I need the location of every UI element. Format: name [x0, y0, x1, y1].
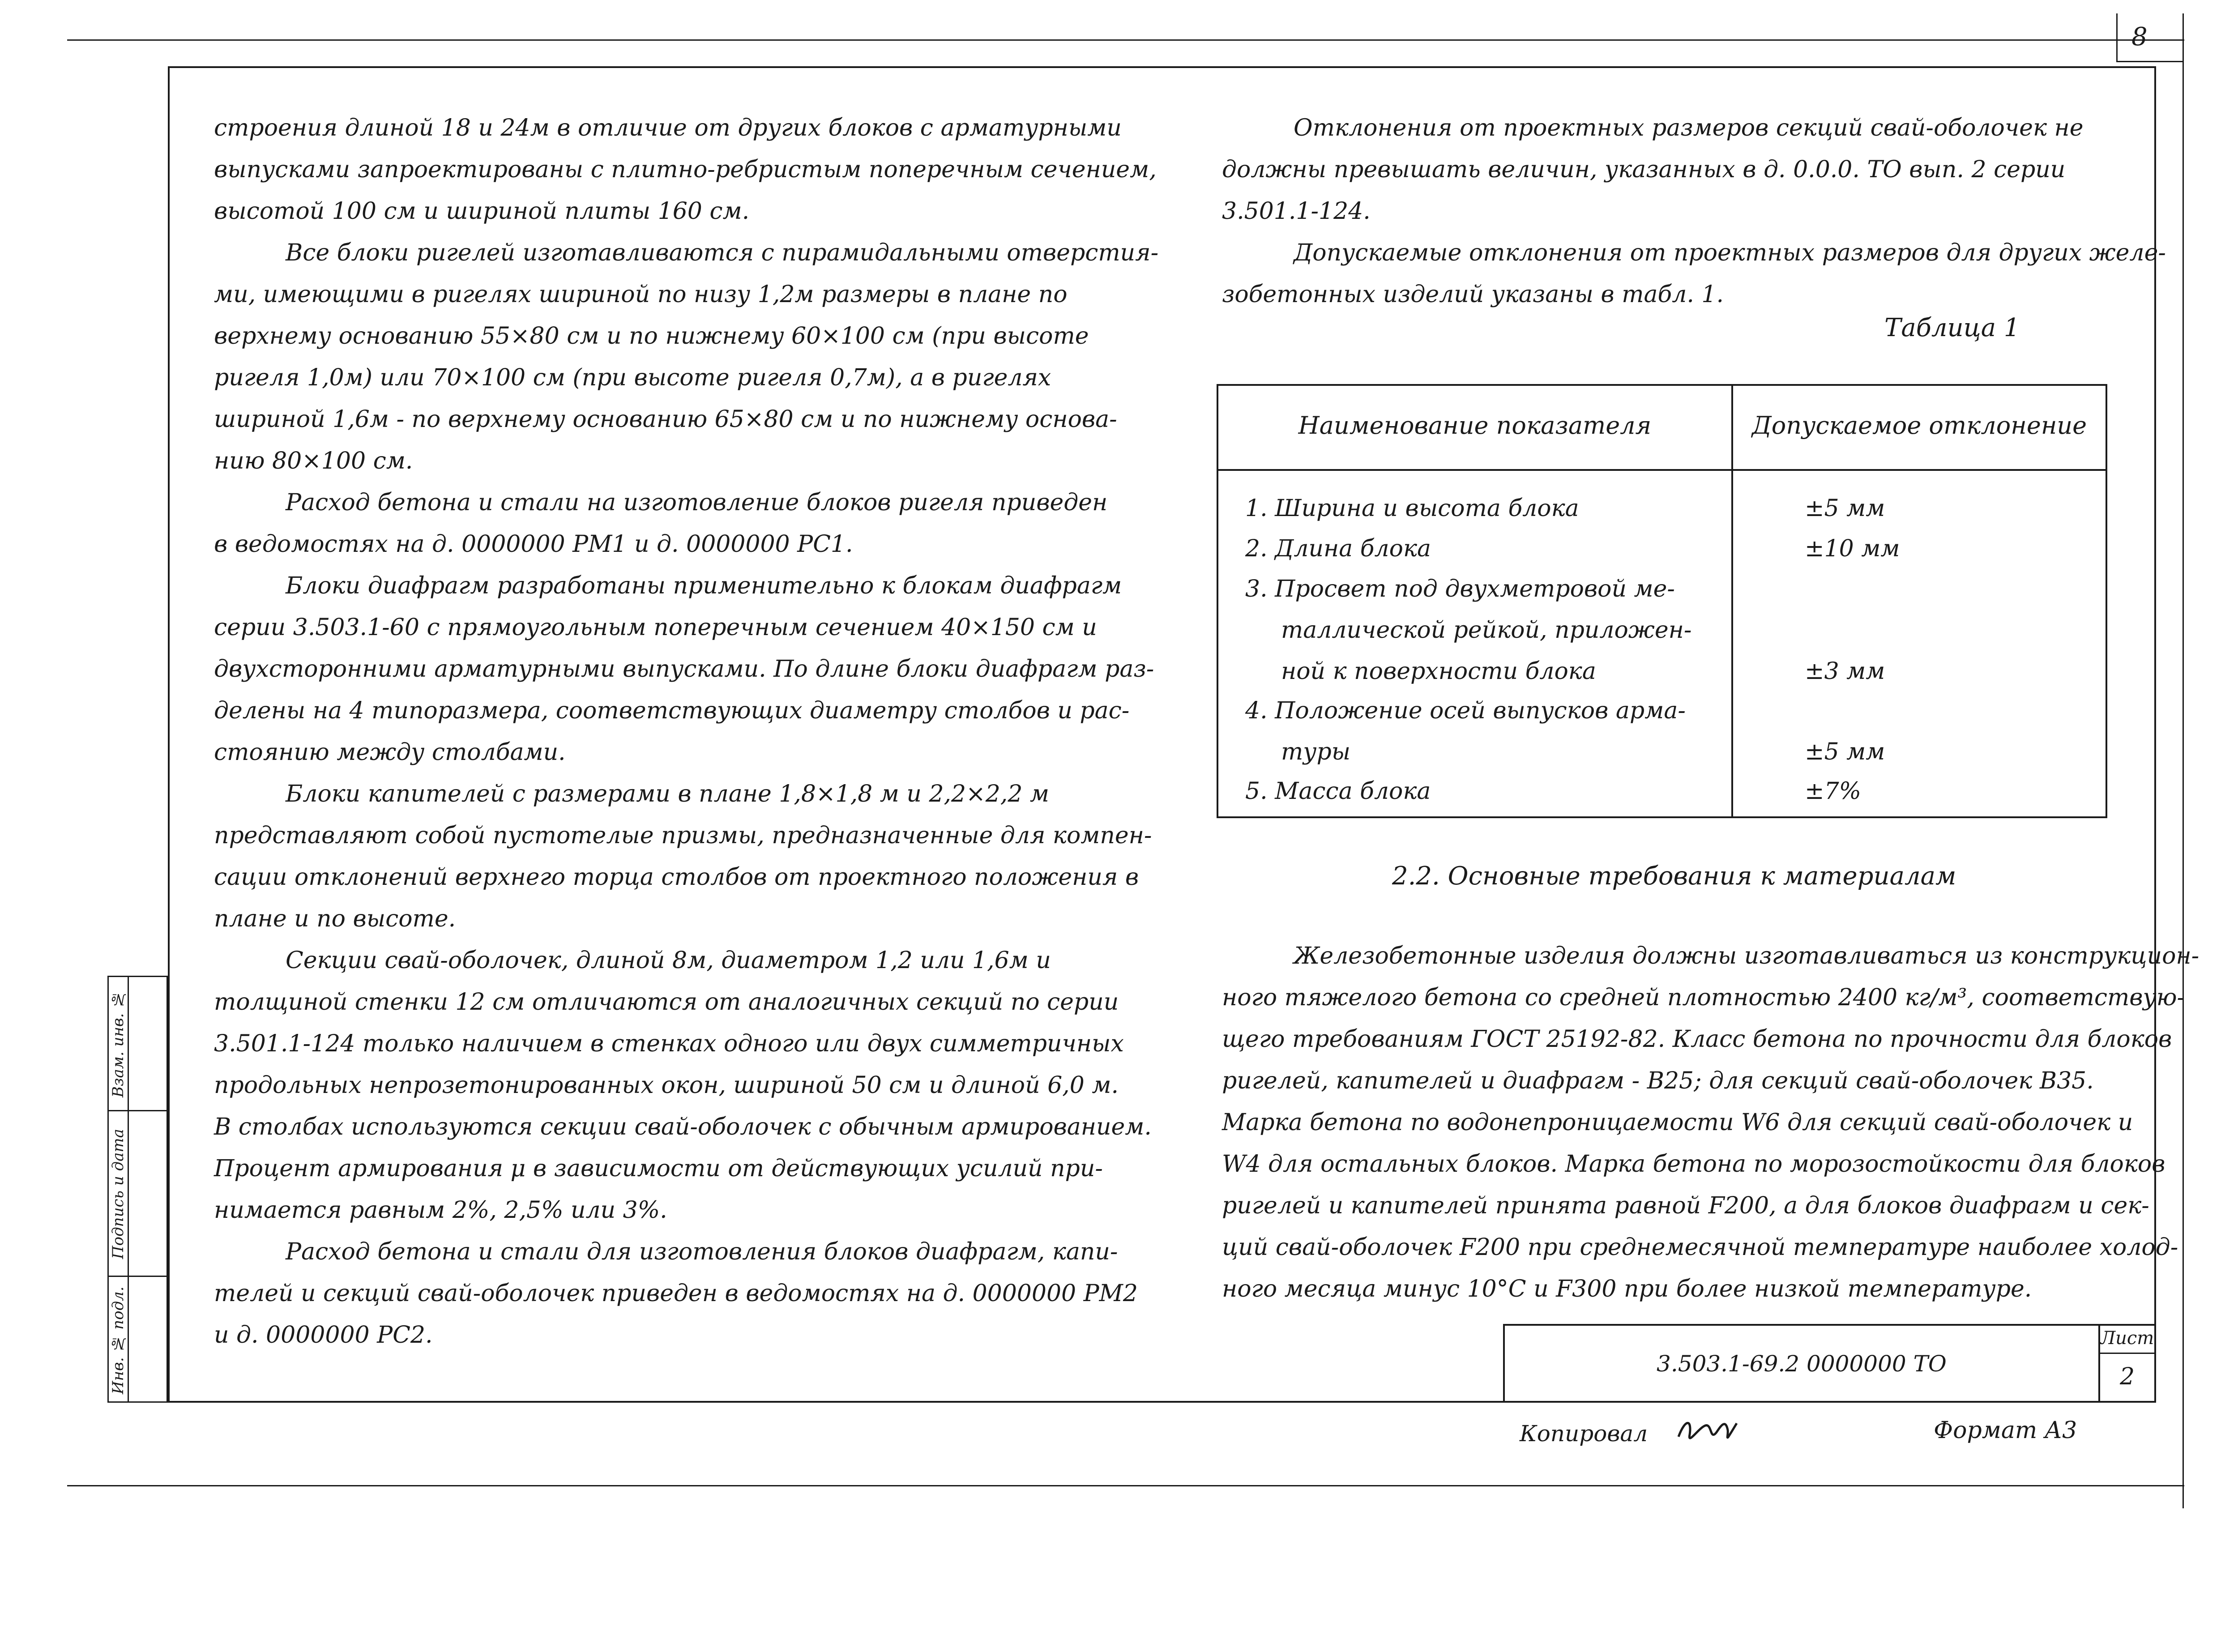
- corner-page-number: 8: [2131, 22, 2148, 51]
- left-line: Все блоки ригелей изготавливаются с пирамидальными отверстия-: [286, 239, 1159, 266]
- table-1: [1217, 384, 2107, 818]
- section-heading: 2.2. Основные требования к материалам: [1392, 862, 1956, 891]
- side-label-replace: Взам. инв. №: [109, 990, 127, 1098]
- left-line: телей и секций свай-оболочек приведен в ведомостях на д. 0000000 РМ2: [214, 1280, 1138, 1307]
- left-line: представляют собой пустотелые призмы, предназначенные для компен-: [214, 822, 1152, 849]
- left-line: высотой 100 см и шириной плиты 160 см.: [214, 198, 750, 225]
- right-body-line: ригелей, капителей и диафрагм - В25; для секций свай-оболочек В35.: [1222, 1067, 2094, 1094]
- left-line: В столбах используются секции свай-оболочек с обычным армированием.: [214, 1114, 1152, 1140]
- side-strip-sep2: [107, 1276, 168, 1277]
- doc-code: 3.503.1-69.2 0000000 ТО: [1657, 1351, 1947, 1377]
- table-row-name: 5. Масса блока: [1245, 778, 1431, 805]
- left-line: в ведомостях на д. 0000000 РМ1 и д. 0000000 РС1.: [214, 531, 853, 558]
- table-row-name: 1. Ширина и высота блока: [1245, 495, 1579, 522]
- side-strip-sep1: [107, 1110, 168, 1111]
- left-line: нию 80×100 см.: [214, 448, 413, 474]
- right-intro-line: 3.501.1-124.: [1222, 198, 1371, 225]
- side-strip-divider: [128, 976, 129, 1403]
- left-line: ми, имеющими в ригелях шириной по низу 1,2м размеры в плане по: [214, 281, 1068, 308]
- right-intro-line: зобетонных изделий указаны в табл. 1.: [1222, 281, 1724, 308]
- corner-box-bottom: [2116, 61, 2183, 62]
- left-line: выпусками запроектированы с плитно-ребристым поперечным сечением,: [214, 156, 1157, 183]
- left-column-text: [214, 107, 1158, 1356]
- left-line: Процент армирования μ в зависимости от действующих усилий при-: [214, 1155, 1103, 1182]
- left-line: Расход бетона и стали на изготовление блоков ригеля приведен: [286, 489, 1108, 516]
- table-row-name: 4. Положение осей выпусков арма-: [1245, 697, 1686, 724]
- title-block-sheet-sep: [2098, 1353, 2154, 1354]
- left-line: Блоки диафрагм разработаны применительно к блокам диафрагм: [286, 572, 1122, 599]
- right-intro-line: должны превышать величин, указанных в д. 0.0.0. ТО вып. 2 серии: [1222, 156, 2066, 183]
- corner-box-left: [2116, 13, 2118, 62]
- right-body-text: [1222, 935, 2199, 1310]
- table-row-value: ±10 мм: [1805, 535, 1900, 562]
- left-line: плане и по высоте.: [214, 905, 456, 932]
- table-row-name: туры: [1281, 738, 1351, 765]
- table-row-value: ±3 мм: [1805, 658, 1885, 685]
- right-body-line: щего требованиям ГОСТ 25192-82. Класс бетона по прочности для блоков: [1222, 1026, 2172, 1053]
- table-row-name: ной к поверхности блока: [1281, 658, 1596, 685]
- table-title: Таблица 1: [1884, 313, 2020, 342]
- right-body-line: ций свай-оболочек F200 при среднемесячной температуре наиболее холод-: [1222, 1234, 2178, 1261]
- right-body-line: ного месяца минус 10°С и F300 при более низкой температуре.: [1222, 1276, 2032, 1302]
- right-body-line: Марка бетона по водонепроницаемости W6 для секций свай-оболочек и: [1222, 1109, 2133, 1136]
- sheet-number: 2: [2119, 1363, 2135, 1390]
- table-col-divider: [1731, 386, 1733, 816]
- footer-format: Формат А3: [1934, 1417, 2077, 1444]
- left-line: продольных непрозетонированных окон, шириной 50 см и длиной 6,0 м.: [214, 1072, 1119, 1099]
- left-line: сации отклонений верхнего торца столбов от проектного положения в: [214, 864, 1139, 891]
- right-intro-text: [1222, 107, 2166, 316]
- left-line: ригеля 1,0м) или 70×100 см (при высоте ригеля 0,7м), а в ригелях: [214, 364, 1051, 391]
- right-body-line: ригелей и капителей принята равной F200, а для блоков диафрагм и сек-: [1222, 1192, 2149, 1219]
- right-body-line: ного тяжелого бетона со средней плотностью 2400 кг/м³, соответствую-: [1222, 984, 2185, 1011]
- outer-bottom-edge: [67, 1485, 2184, 1486]
- title-block: [1503, 1324, 2156, 1403]
- table-row-name: таллической рейкой, приложен-: [1281, 617, 1692, 644]
- table-row-name: 2. Длина блока: [1245, 535, 1431, 562]
- left-line: толщиной стенки 12 см отличаются от аналогичных секций по серии: [214, 989, 1119, 1016]
- left-line: верхнему основанию 55×80 см и по нижнему 60×100 см (при высоте: [214, 323, 1089, 350]
- left-line: 3.501.1-124 только наличием в стенках одного или двух симметричных: [214, 1030, 1124, 1057]
- right-intro-line: Отклонения от проектных размеров секций свай-оболочек не: [1294, 115, 2084, 141]
- left-line: двухсторонними арматурными выпусками. По длине блоки диафрагм раз-: [214, 656, 1154, 683]
- outer-top-edge: [67, 39, 2184, 41]
- left-line: нимается равным 2%, 2,5% или 3%.: [214, 1197, 667, 1224]
- left-line: стоянию между столбами.: [214, 739, 566, 766]
- left-line: серии 3.503.1-60 с прямоугольным поперечным сечением 40×150 см и: [214, 614, 1097, 641]
- left-line: Блоки капителей с размерами в плане 1,8×1,8 м и 2,2×2,2 м: [286, 781, 1050, 807]
- copier-signature: [1674, 1410, 1741, 1450]
- table-row-value: ±5 мм: [1805, 495, 1885, 522]
- left-line: строения длиной 18 и 24м в отличие от других блоков с арматурными: [214, 115, 1122, 141]
- left-line: Расход бетона и стали для изготовления блоков диафрагм, капи-: [286, 1238, 1118, 1265]
- table-header-divider: [1218, 469, 2106, 471]
- right-body-line: Железобетонные изделия должны изготавливаться из конструкцион-: [1294, 943, 2200, 969]
- sheet-label: Лист: [2100, 1328, 2154, 1349]
- table-row-name: 3. Просвет под двухметровой ме-: [1245, 576, 1675, 602]
- left-line: Секции свай-оболочек, длиной 8м, диаметром 1,2 или 1,6м и: [286, 947, 1051, 974]
- left-line: делены на 4 типоразмера, соответствующих диаметру столбов и рас-: [214, 697, 1130, 724]
- table-row-value: ±5 мм: [1805, 738, 1885, 765]
- side-label-signature: Подпись и дата: [109, 1129, 127, 1259]
- left-line: шириной 1,6м - по верхнему основанию 65×80 см и по нижнему основа-: [214, 406, 1117, 433]
- right-intro-line: Допускаемые отклонения от проектных размеров для других желе-: [1294, 239, 2166, 266]
- table-header-name: Наименование показателя: [1298, 411, 1652, 440]
- table-header-deviation: Допускаемое отклонение: [1751, 411, 2087, 440]
- side-label-inv: Инв. № подл.: [109, 1286, 127, 1395]
- footer-copied: Копировал: [1520, 1421, 1648, 1447]
- left-line: и д. 0000000 РС2.: [214, 1322, 433, 1349]
- right-body-line: W4 для остальных блоков. Марка бетона по морозостойкости для блоков: [1222, 1151, 2165, 1178]
- table-row-value: ±7%: [1805, 778, 1862, 805]
